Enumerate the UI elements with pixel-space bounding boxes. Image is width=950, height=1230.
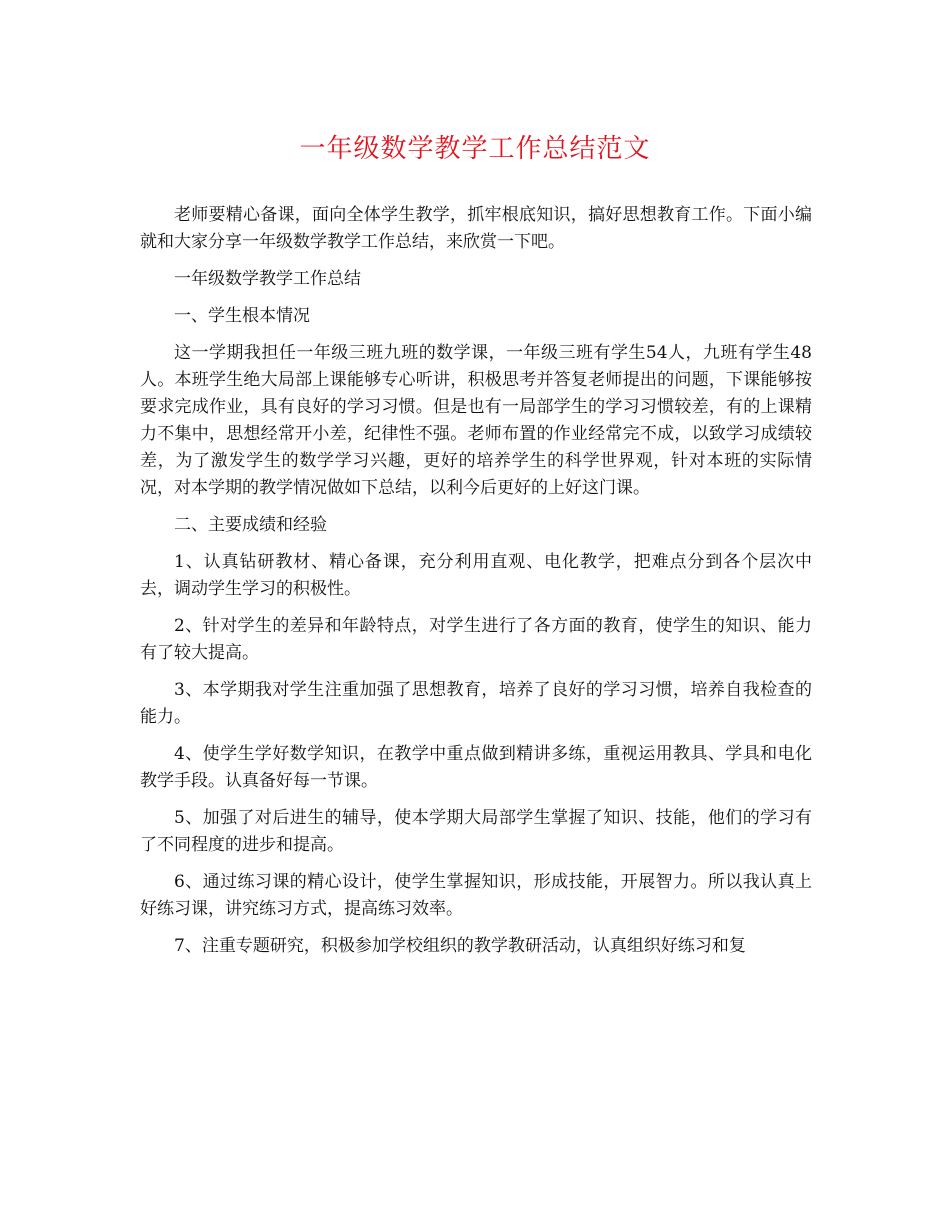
section-heading-student-situation: 一、学生根本情况 [174, 306, 310, 326]
achievement-item-2: 2、针对学生的差异和年龄特点，对学生进行了各方面的教育，使学生的知识、能力有了较大提高。 [140, 616, 812, 663]
student-situation-paragraph: 这一学期我担任一年级三班九班的数学课，一年级三班有学生54人，九班有学生48人。本班学生绝大局部上课能够专心听讲，积极思考并答复老师提出的问题，下课能够按要求完成作业，具有良好的学习习惯。但是也有一局部学生的学习习惯较差，有的上课精力不集中，思想经常开小差，纪律性不强。老师布置的作业经常完不成，以致学习成绩较差，为了激发学生的数学学习兴趣，更好的培养学生的科学世界观，针对本班的实际情况，对本学期的教学情况做如下总结，以利今后更好的上好这门课。 [140, 343, 812, 498]
section-heading-achievements: 二、主要成绩和经验 [174, 515, 327, 535]
achievement-item-1: 1、认真钻研教材、精心备课，充分利用直观、电化教学，把难点分到各个层次中去，调动学生学习的积极性。 [140, 552, 812, 599]
achievement-item-6: 6、通过练习课的精心设计，使学生掌握知识，形成技能，开展智力。所以我认真上好练习课，讲究练习方式，提高练习效率。 [140, 872, 812, 919]
achievement-item-5: 5、加强了对后进生的辅导，使本学期大局部学生掌握了知识、技能，他们的学习有了不同程度的进步和提高。 [140, 808, 812, 855]
document-title: 一年级数学教学工作总结范文 [299, 134, 651, 164]
intro-paragraph: 老师要精心备课，面向全体学生教学，抓牢根底知识，搞好思想教育工作。下面小编就和大家分享一年级数学教学工作总结，来欣赏一下吧。 [140, 205, 812, 252]
section-heading-summary: 一年级数学教学工作总结 [174, 269, 361, 289]
achievement-item-3: 3、本学期我对学生注重加强了思想教育，培养了良好的学习习惯，培养自我检查的能力。 [140, 680, 812, 727]
document-body [140, 202, 812, 970]
achievement-item-7: 7、注重专题研究，积极参加学校组织的教学教研活动，认真组织好练习和复 [174, 936, 746, 956]
achievement-item-4: 4、使学生学好数学知识，在教学中重点做到精讲多练，重视运用教具、学具和电化教学手段。认真备好每一节课。 [140, 744, 812, 791]
